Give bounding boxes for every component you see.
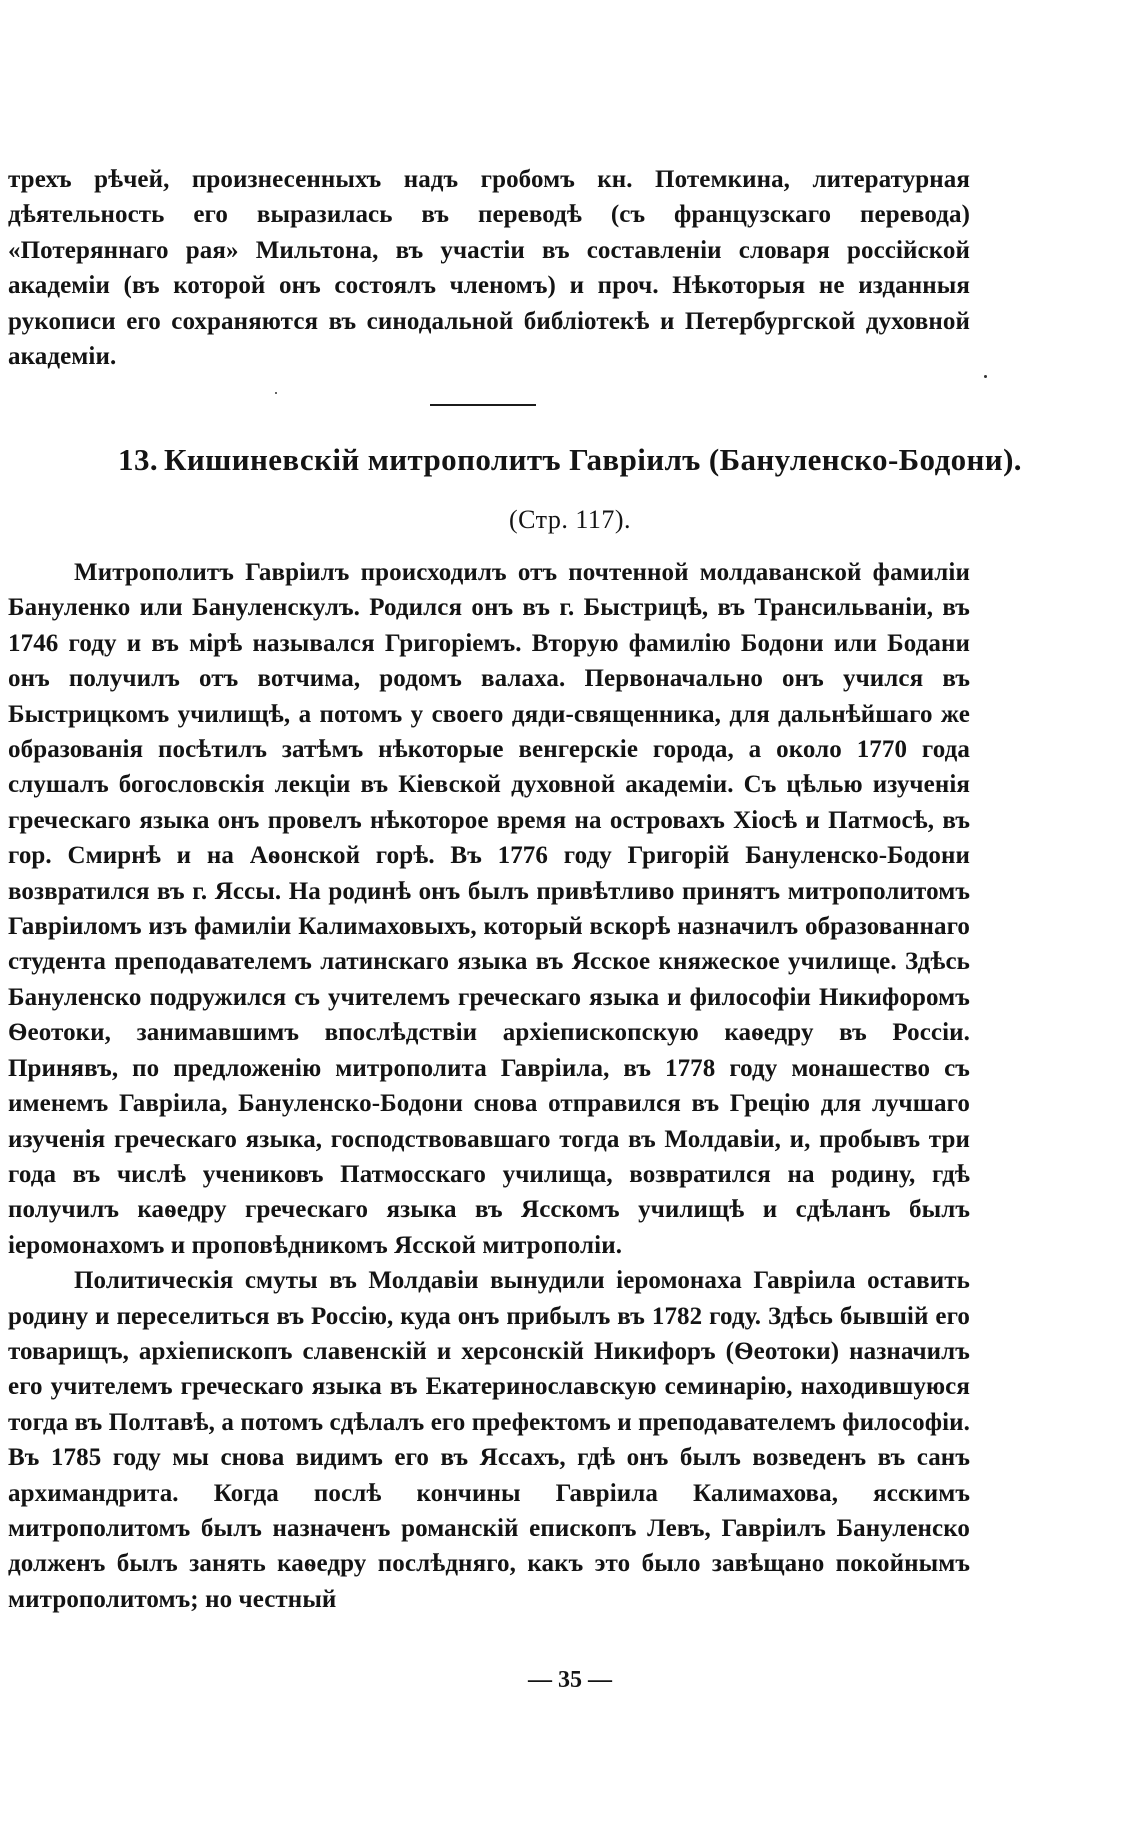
- intro-paragraph: трехъ рѣчей, произнесенныхъ надъ гробомъ кн. Потемкина, литературная дѣятельность его выразилась въ переводѣ (съ французскаго перевода) «Потеряннаго рая» Мильтона, въ участіи въ составленіи словаря россійской академіи (въ которой онъ состоялъ членомъ) и проч. Нѣкоторыя не изданныя рукописи его сохраняются въ синодальной библіотекѣ и Петербургской духовной академіи.: [8, 166, 970, 371]
- section-title: Кишиневскій митрополитъ Гавріилъ (Бануленско-Бодони).: [164, 442, 1022, 477]
- print-speck: [275, 392, 277, 394]
- body-paragraph-2: Политическія смуты въ Молдавіи вынудили іеромонаха Гавріила оставить родину и переселиться въ Россію, куда онъ прибылъ въ 1782 году. Здѣсь бывшій его товарищъ, архіепископъ славенскій и херсонскій Никифоръ (Ѳеотоки) назначилъ его учителемъ греческаго языка въ Екатеринославскую семинарію, находившуюся тогда въ Полтавѣ, а потомъ сдѣлалъ его префектомъ и преподавателемъ философіи. Въ 1785 году мы снова видимъ его въ Яссахъ, гдѣ онъ былъ возведенъ въ санъ архимандрита. Когда послѣ кончины Гавріила Калимахова, ясскимъ митрополитомъ былъ назначенъ романскій епископъ Левъ, Гавріилъ Бануленско долженъ былъ занять каѳедру послѣдняго, какъ это было завѣщано покойнымъ митрополитомъ; но честный: [8, 1267, 970, 1613]
- page-number: — 35 —: [528, 1667, 612, 1693]
- print-speck: [984, 375, 987, 378]
- section-body: [8, 555, 970, 1617]
- section-page-reference: (Стр. 117).: [508, 505, 632, 534]
- body-paragraph-1: Митрополитъ Гавріилъ происходилъ отъ почтенной молдаванской фамиліи Бануленко или Бануленскулъ. Родился онъ въ г. Быстрицѣ, въ Трансильваніи, въ 1746 году и въ мірѣ назывался Григоріемъ. Вторую фамилію Бодони или Бодани онъ получилъ отъ вотчима, родомъ валаха. Первоначально онъ учился въ Быстрицкомъ училищѣ, а потомъ у своего дяди-священника, для дальнѣйшаго же образованія посѣтилъ затѣмъ нѣкоторые венгерскіе города, а около 1770 года слушалъ богословскія лекціи въ Кіевской духовной академіи. Съ цѣлью изученія греческаго языка онъ провелъ нѣкоторое время на островахъ Хіосѣ и Патмосѣ, въ гор. Смирнѣ и на Аѳонской горѣ. Въ 1776 году Григорій Бануленско-Бодони возвратился въ г. Яссы. На родинѣ онъ былъ привѣтливо принятъ митрополитомъ Гавріиломъ изъ фамиліи Калимаховыхъ, который вскорѣ назначилъ образованнаго студента преподавателемъ латинскаго языка въ Ясское княжеское училище. Здѣсь Бануленско подружился съ учителемъ греческаго языка и философіи Никифоромъ Ѳеотоки, занимавшимъ впослѣдствіи архіепископскую каѳедру въ Россіи. Принявъ, по предложенію митрополита Гавріила, въ 1778 году монашество съ именемъ Гавріила, Бануленско-Бодони снова отправился въ Грецію для лучшаго изученія греческаго языка, господствовавшаго тогда въ Молдавіи, и, пробывъ три года въ числѣ учениковъ Патмосскаго училища, возвратился на родину, гдѣ получилъ каѳедру греческаго языка въ Ясскомъ училищѣ и сдѣланъ былъ іеромонахомъ и проповѣдникомъ Ясской митрополіи.: [8, 559, 970, 1259]
- section-heading: [0, 442, 1140, 478]
- section-number: 13.: [118, 442, 158, 477]
- section-divider: [430, 404, 536, 406]
